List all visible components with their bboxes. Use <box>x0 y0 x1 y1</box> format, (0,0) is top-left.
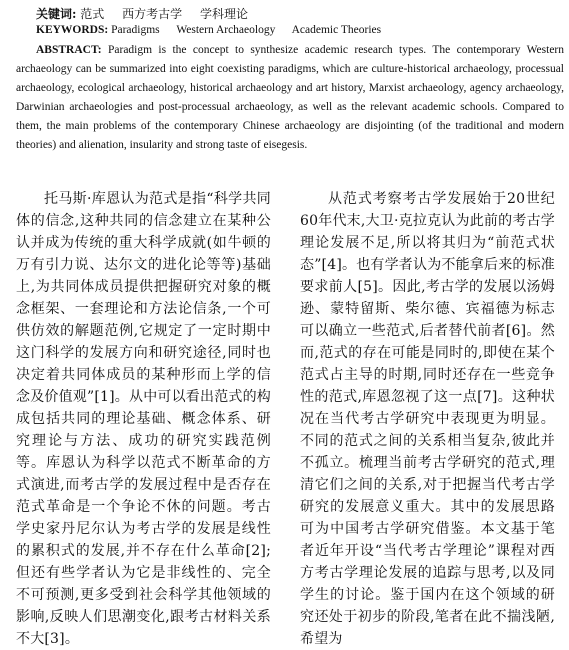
keyword-cn-term: 学科理论 <box>199 7 248 21</box>
body-paragraph: 托马斯·库恩认为范式是指“科学共同体的信念,这种共同的信念建立在某种公认并成为传统的重大科学成就(如牛顿的万有引力说、达尔文的进化论等等)基础上,为共同体成员提供把握研究对象的概念框架、一套理论和方法论信条,一个可供仿效的解题范例,它规定了一定时期中这门科学的发展方向和研究途径,同时也决定着共同体成员的某种形而上学的信念及价值观”[1]。从中可以看出范式的构成包括共同的理论基础、概念体系、研究理论与方法、成功的研究实践范例等。库恩认为科学以范式不断革命的方式演进,而考古学的发展过程中是否存在范式革命是一个争论不休的问题。考古学史家丹尼尔认为考古学的发展是线性的累积式的发展,并不存在什么革命[2];但还有些学者认为它是非线性的、完全不可预测,更多受到社会科学其他领域的影响,反映人们思潮变化,跟考古材料关系不大[3]。 <box>16 191 271 647</box>
keyword-en-term: Academic Theories <box>291 24 382 36</box>
keyword-cn-term: 西方考古学 <box>122 7 183 21</box>
keywords-cn-label: 关键词: <box>36 7 77 21</box>
keywords-cn <box>36 6 248 22</box>
abstract <box>16 41 564 155</box>
keywords-en-label: KEYWORDS: <box>36 24 109 36</box>
keyword-cn-term: 范式 <box>80 7 105 21</box>
keyword-en-term: Western Archaeology <box>176 24 276 36</box>
body-paragraph: 从范式考察考古学发展始于20世纪60年代末,大卫·克拉克认为此前的考古学理论发展不足,所以将其归为“前范式状态”[4]。也有学者认为不能拿后来的标准要求前人[5]。因此,考古学的发展以汤姆逊、蒙特留斯、柴尔德、宾福德为标志可以确立一些范式,后者替代前者[6]。然而,范式的存在可能是同时的,即使在某个范式占主导的时期,同时还存在一些竞争性的范式,库恩忽视了这一点[7]。这种状况在当代考古学研究中表现更为明显。不同的范式之间的关系相当复杂,彼此并不孤立。梳理当前考古学研究的范式,理清它们之间的关系,对于把握当代考古学研究的发展意义重大。其中的发展思路可为中国考古学研究借鉴。本文基于笔者近年开设“当代考古学理论”课程对西方考古学理论发展的追踪与思考,以及同学生的讨论。鉴于国内在这个领域的研究还处于初步的阶段,笔者在此不揣浅陋,希望为 <box>300 191 555 647</box>
body-column-right <box>300 188 555 650</box>
keyword-en-term: Paradigms <box>111 24 160 36</box>
abstract-text: Paradigm is the concept to synthesize academic research types. The contemporary Western archaeology can be summarized into eight coexisting paradigms, which are culture-historical archaeology, processual archaeology, ecological archaeology, historical archaeology and art history, Marxist archaeology, agency archaeology, Darwinian archaeologies and post-processual archaeology, as well as the relevant academic schools. Compared to them, the main problems of the contemporary Chinese archaeology are disjointing (of the traditional and modern theories) and alienation, insularity and strong taste of eisegesis. <box>16 44 565 151</box>
keywords-en <box>36 23 381 38</box>
body-column-left <box>16 188 271 650</box>
abstract-label: ABSTRACT: <box>36 44 102 56</box>
